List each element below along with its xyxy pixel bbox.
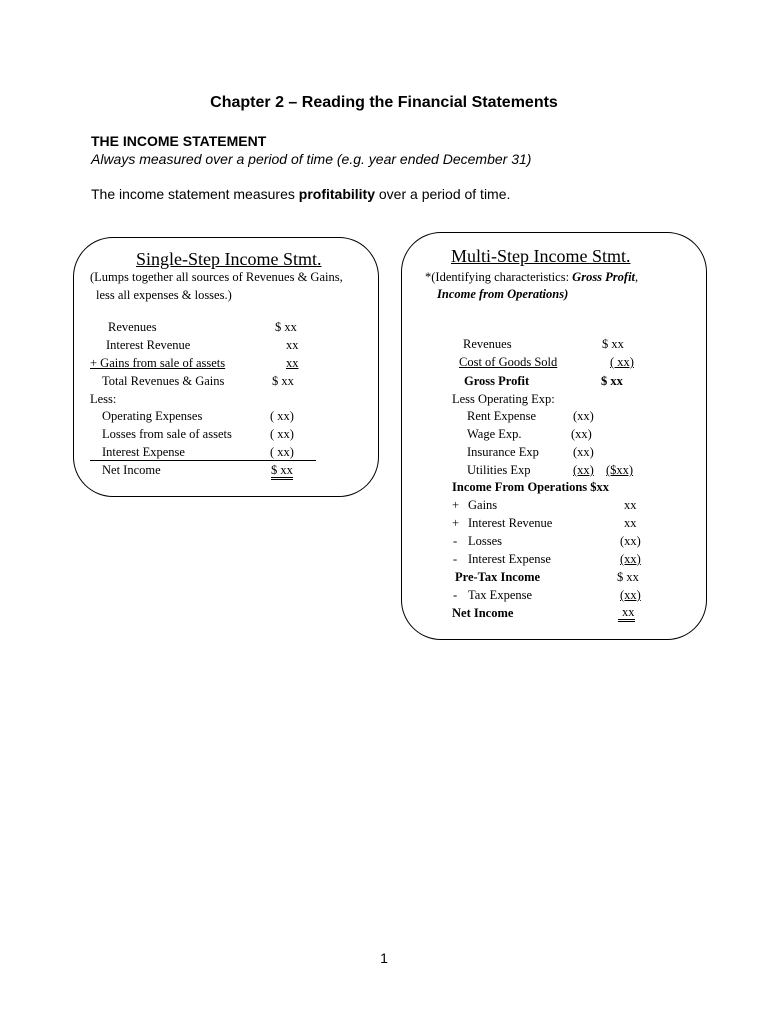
note-comma: , <box>635 270 639 284</box>
single-step-note-line2: less all expenses & losses.) <box>96 288 232 302</box>
row-amount: ( xx) <box>270 409 294 423</box>
row-label: Insurance Exp <box>467 445 539 459</box>
row-amount: ( xx) <box>610 355 634 369</box>
page-title: Chapter 2 – Reading the Financial Statements <box>210 94 558 111</box>
single-step-note-line1: (Lumps together all sources of Revenues & Gains, <box>90 270 343 284</box>
row-label: Interest Revenue <box>468 516 553 530</box>
row-label: Net Income <box>452 606 514 620</box>
row-amount: (xx) <box>573 463 594 477</box>
row-amount: $ xx <box>602 337 624 351</box>
row-sign: - <box>453 552 458 566</box>
row-label: Gross Profit <box>464 374 530 388</box>
row-label: Gains <box>468 498 498 512</box>
row-label: Tax Expense <box>468 588 533 602</box>
row-label: Interest Expense <box>102 445 185 459</box>
row-label: Net Income <box>102 463 161 477</box>
row-label: Less Operating Exp: <box>452 392 555 406</box>
row-sign: + <box>452 516 460 530</box>
row-label: + Gains from sale of assets <box>90 356 226 370</box>
row-label: Revenues <box>108 320 157 334</box>
note-prefix: *(Identifying characteristics: <box>425 270 573 284</box>
row-amount: $ xx <box>617 570 639 584</box>
multi-step-note-line2 <box>437 287 568 302</box>
row-amount: $ xx <box>272 374 294 388</box>
row-amount: (xx) <box>620 588 641 602</box>
row-label: Losses <box>468 534 503 548</box>
row-sign: + <box>452 498 460 512</box>
row-label: Less: <box>90 392 117 406</box>
intro-prefix: The income statement measures <box>91 186 299 202</box>
row-label: Losses from sale of assets <box>102 427 232 441</box>
row-amount: xx <box>624 498 637 512</box>
page-number: 1 <box>380 950 388 966</box>
row-label: Pre-Tax Income <box>455 570 541 584</box>
row-amount: xx <box>286 356 299 370</box>
single-step-title: Single-Step Income Stmt. <box>136 249 322 269</box>
row-label: Total Revenues & Gains <box>102 374 225 388</box>
section-subheading: Always measured over a period of time (e.g. year ended December 31) <box>91 151 532 167</box>
row-amount: (xx) <box>573 445 594 459</box>
row-label: Operating Expenses <box>102 409 203 423</box>
row-label: Income From Operations $xx <box>452 480 610 494</box>
row-amount: xx <box>624 516 637 530</box>
row-label: Interest Expense <box>468 552 551 566</box>
multi-step-note-line1 <box>425 270 638 285</box>
row-amount: (xx) <box>573 409 594 423</box>
intro-paragraph <box>91 186 510 202</box>
row-amount: (xx) <box>620 534 641 548</box>
row-sign: - <box>453 534 458 548</box>
row-label: Utilities Exp <box>467 463 531 477</box>
row-amount: (xx) <box>571 427 592 441</box>
row-amount: (xx) <box>620 552 641 566</box>
row-label: Rent Expense <box>467 409 537 423</box>
row-amount: $ xx <box>275 320 297 334</box>
row-total: ($xx) <box>606 463 634 477</box>
row-label: Wage Exp. <box>467 427 522 441</box>
intro-emphasis: profitability <box>298 186 375 202</box>
row-sign: - <box>453 588 458 602</box>
intro-suffix: over a period of time. <box>375 186 511 202</box>
row-label: Revenues <box>463 337 512 351</box>
row-label: Cost of Goods Sold <box>459 355 558 369</box>
row-amount: $ xx <box>601 374 623 388</box>
row-amount: ( xx) <box>270 445 294 459</box>
note-gross-profit: Gross Profit <box>572 270 636 284</box>
row-amount: xx <box>618 605 635 622</box>
note-income-from-operations: Income from Operations) <box>437 287 569 301</box>
multi-step-title: Multi-Step Income Stmt. <box>451 246 631 266</box>
row-amount: $ xx <box>271 463 293 480</box>
section-heading: THE INCOME STATEMENT <box>91 133 267 149</box>
row-label: Interest Revenue <box>106 338 191 352</box>
row-amount: xx <box>286 338 299 352</box>
row-amount: ( xx) <box>270 427 294 441</box>
